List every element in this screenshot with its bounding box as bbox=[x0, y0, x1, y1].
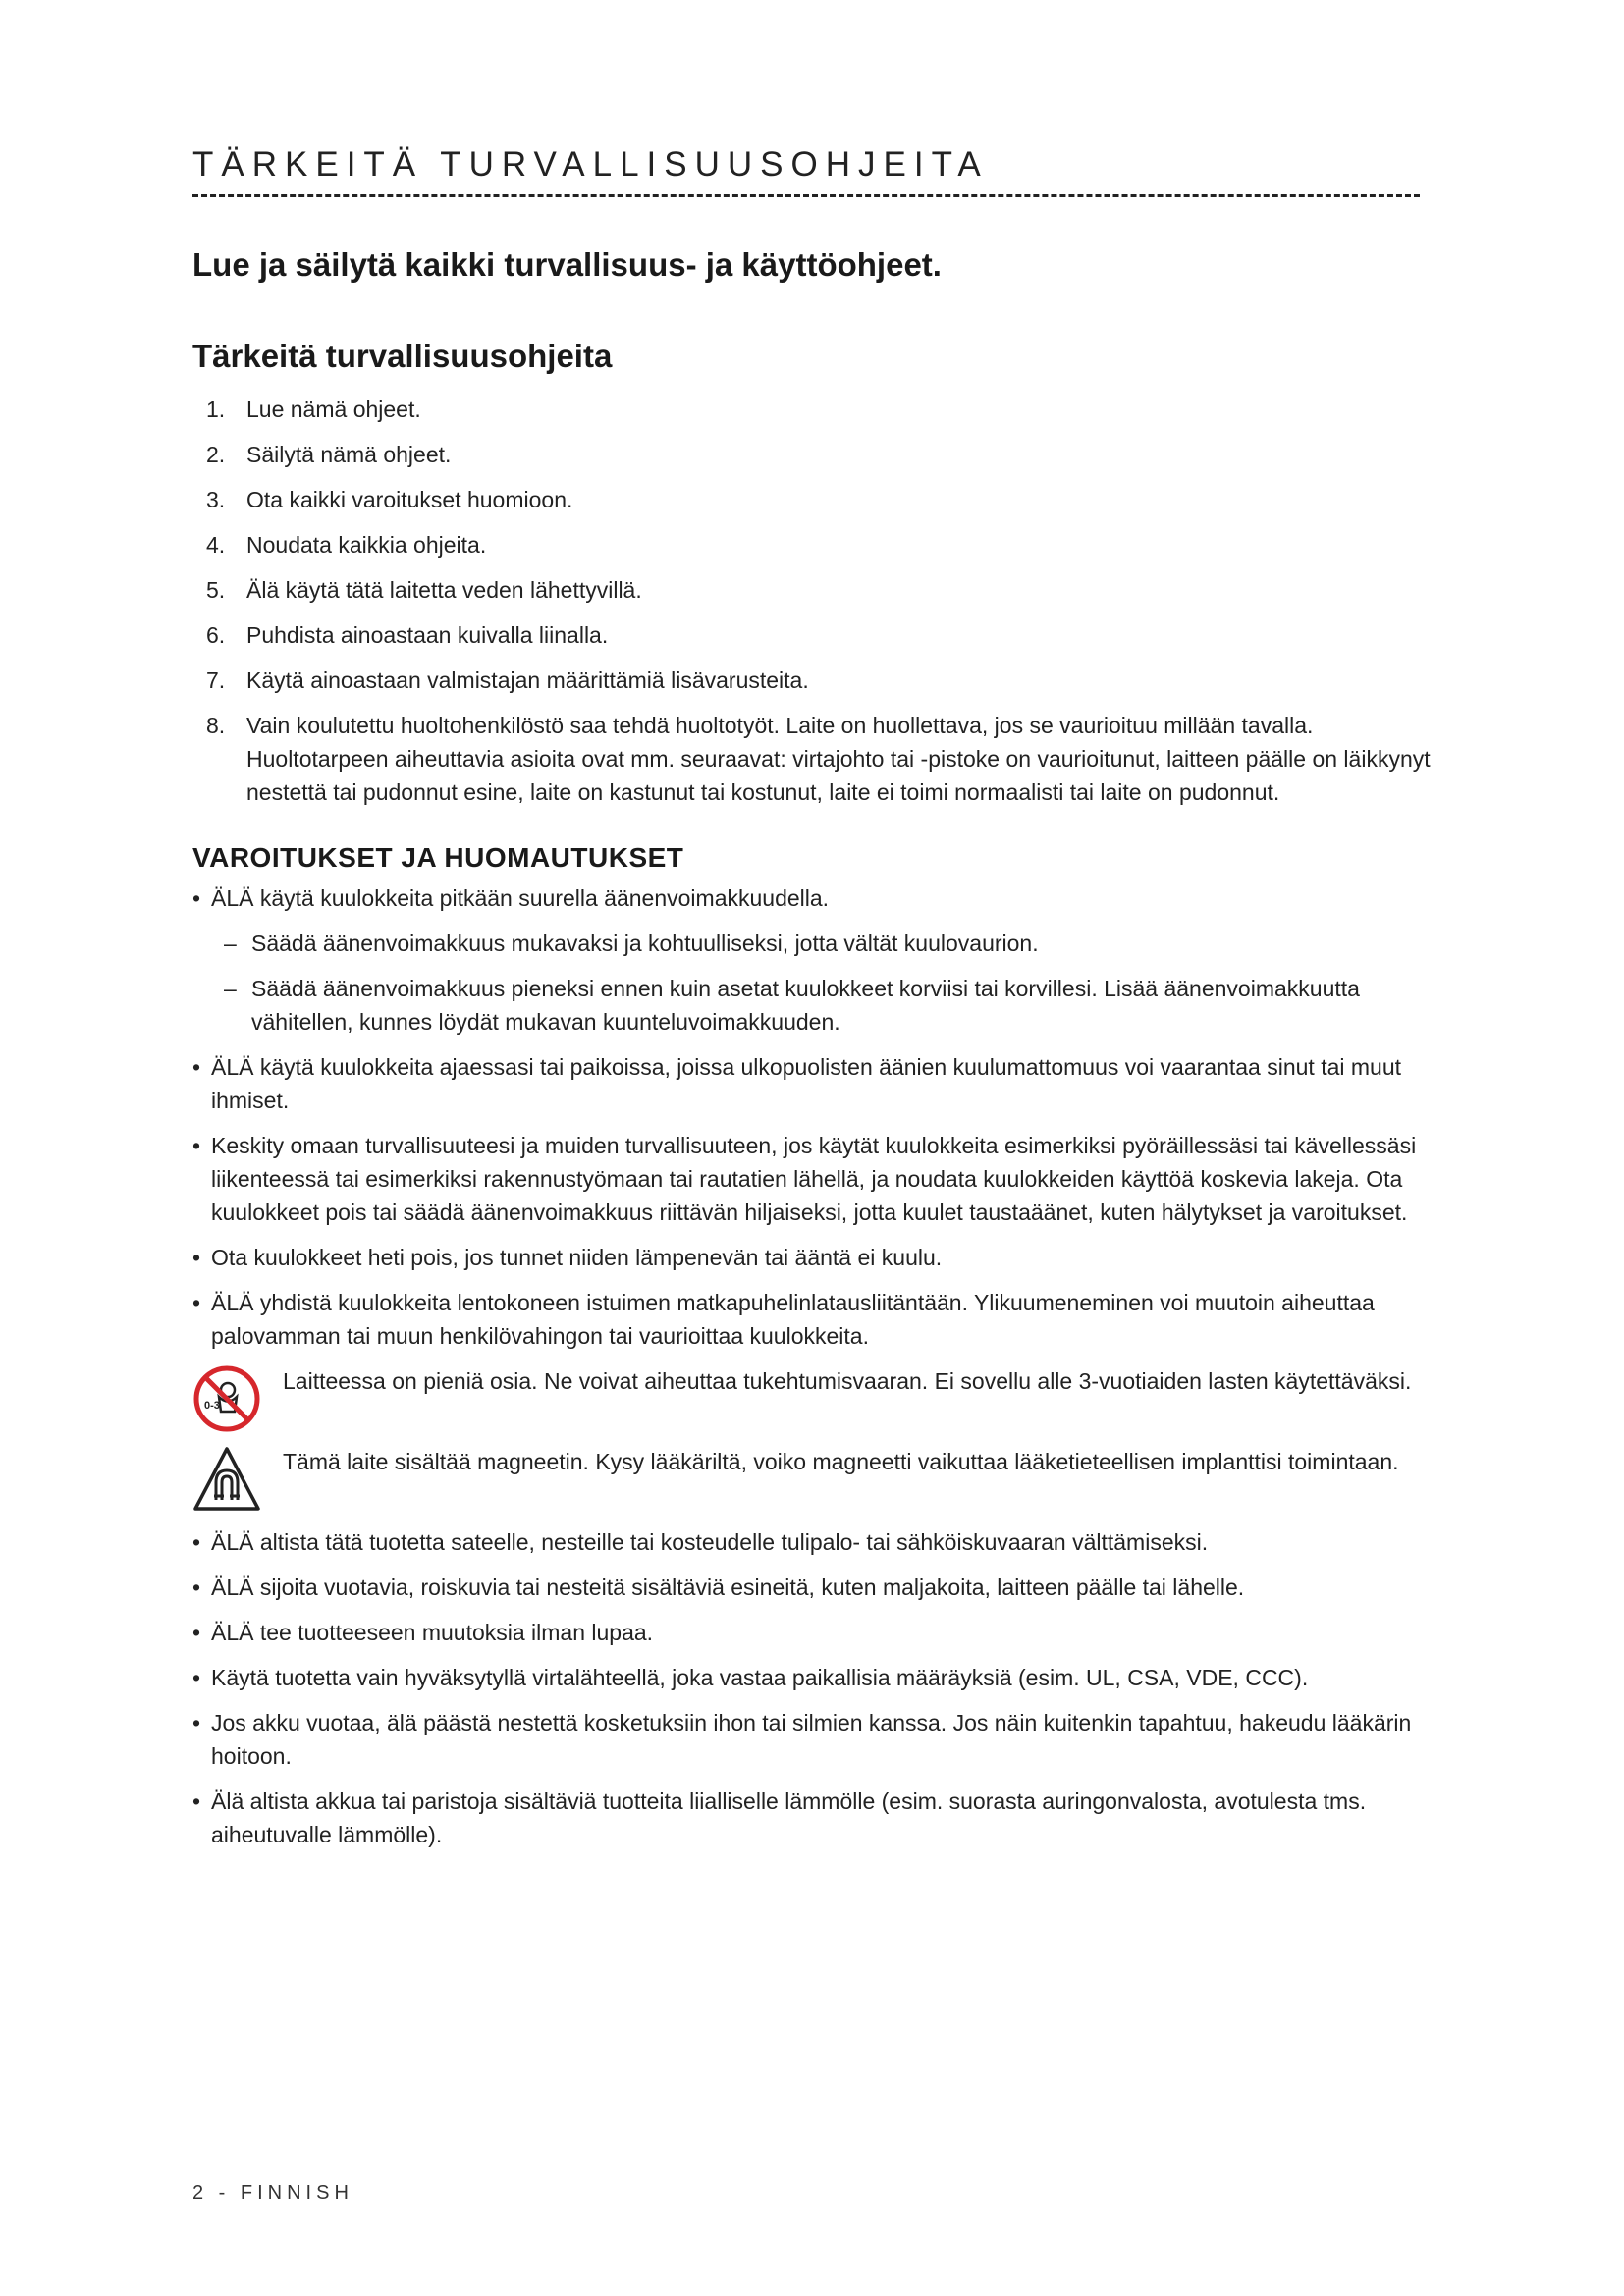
magnet-warning-icon bbox=[192, 1445, 261, 1514]
warning-subitem bbox=[212, 972, 1435, 1039]
small-parts-warning-text: Laitteessa on pieniä osia. Ne voivat aiheuttaa tukehtumisvaaran. Ei sovellu alle 3-vuotiaiden lasten käytettäväksi. bbox=[283, 1368, 1412, 1394]
list-item bbox=[192, 709, 1439, 809]
list-item-text: Käytä ainoastaan valmistajan määrittämiä lisävarusteita. bbox=[246, 667, 809, 693]
warning-item: • Ota kuulokkeet heti pois, jos tunnet niiden lämpenevän tai ääntä ei kuulu. bbox=[192, 1241, 1435, 1274]
list-item bbox=[192, 618, 1439, 652]
list-item-text: Lue nämä ohjeet. bbox=[246, 397, 421, 422]
list-item-number: 8. bbox=[206, 713, 226, 738]
list-item-text: Vain koulutettu huoltohenkilöstö saa tehdä huoltotyöt. Laite on huollettava, jos se vaurioituu millään tavalla. Huoltotarpeen aiheuttavia asioita ovat mm. seuraavat: virtajohto tai -pistoke on vaurioitunut, laitteen päälle on läikkynyt nestettä tai pudonnut esine, laite on kastunut tai kostunut, laite ei toimi normaalisti tai laite on pudonnut. bbox=[246, 713, 1431, 805]
warning-item: • Keskity omaan turvallisuuteesi ja muiden turvallisuuteen, jos käytät kuulokkeita esimerkiksi pyöräillessäsi tai kävellessäsi liikenteessä tai esimerkiksi rakennustyömaan tai rautatien lähellä, ja noudata kuulokkeiden käyttöä koskevia lakeja. Ota kuulokkeet pois tai säädä äänenvoimakkuus riittävän hiljaiseksi, jotta kuulet taustaäänet, kuten hälytykset ja varoitukset. bbox=[192, 1129, 1435, 1229]
warnings-list bbox=[192, 881, 1435, 1863]
warning-item: • ÄLÄ altista tätä tuotetta sateelle, nesteille tai kosteudelle tulipalo- tai sähköiskuvaaran välttämiseksi. bbox=[192, 1525, 1435, 1559]
warning-item: • ÄLÄ yhdistä kuulokkeita lentokoneen istuimen matkapuhelinlatausliitäntään. Ylikuumeneminen voi muutoin aiheuttaa palovamman tai muun henkilövahingon tai vaurioittaa kuulokkeita. bbox=[192, 1286, 1435, 1353]
safety-instructions-heading: Tärkeitä turvallisuusohjeita bbox=[192, 338, 613, 374]
list-item-number: 1. bbox=[206, 397, 226, 422]
list-item bbox=[192, 438, 1439, 471]
magnet-warning-text: Tämä laite sisältää magneetin. Kysy lääkäriltä, voiko magneetti vaikuttaa lääketieteellisen implanttisi toimintaan. bbox=[283, 1449, 1399, 1474]
list-item-number: 2. bbox=[206, 442, 226, 467]
small-parts-choking-hazard-icon bbox=[192, 1364, 261, 1433]
warning-item: • ÄLÄ käytä kuulokkeita ajaessasi tai paikoissa, joissa ulkopuolisten äänien kuulumattomuus voi vaarantaa sinut tai muut ihmiset. bbox=[192, 1050, 1435, 1117]
warning-subitem-text: Säädä äänenvoimakkuus pieneksi ennen kuin asetat kuulokkeet korviisi tai korvillesi. Lisää äänenvoimakkuutta vähitellen, kunnes löydät mukavan kuunteluvoimakkuuden. bbox=[251, 976, 1360, 1035]
page-title: TÄRKEITÄ TURVALLISUUSOHJEITA bbox=[192, 145, 989, 184]
safety-instructions-list bbox=[192, 393, 1439, 821]
list-item-text: Ota kaikki varoitukset huomioon. bbox=[246, 487, 573, 512]
list-item-text: Noudata kaikkia ohjeita. bbox=[246, 532, 487, 558]
warnings-heading: VAROITUKSET JA HUOMAUTUKSET bbox=[192, 842, 684, 873]
warning-item: • ÄLÄ tee tuotteeseen muutoksia ilman lupaa. bbox=[192, 1616, 1435, 1649]
list-item-text: Säilytä nämä ohjeet. bbox=[246, 442, 452, 467]
list-item bbox=[192, 483, 1439, 516]
list-item-number: 7. bbox=[206, 667, 226, 693]
warning-subitem bbox=[212, 927, 1435, 960]
page-footer: 2 - FINNISH bbox=[192, 2182, 353, 2204]
list-item bbox=[192, 528, 1439, 561]
list-item bbox=[192, 664, 1439, 697]
title-divider bbox=[192, 194, 1420, 197]
warning-item: • ÄLÄ käytä kuulokkeita pitkään suurella äänenvoimakkuudella. bbox=[192, 881, 1435, 915]
dash-mark: – bbox=[224, 931, 237, 956]
warning-item: • Käytä tuotetta vain hyväksytyllä virtalähteellä, joka vastaa paikallisia määräyksiä (esim. UL, CSA, VDE, CCC). bbox=[192, 1661, 1435, 1694]
list-item bbox=[192, 393, 1439, 426]
document-subtitle: Lue ja säilytä kaikki turvallisuus- ja käyttöohjeet. bbox=[192, 246, 942, 283]
warning-item: • Älä altista akkua tai paristoja sisältäviä tuotteita liialliselle lämmölle (esim. suorasta auringonvalosta, avotulesta tms. aiheutuvalle lämmölle). bbox=[192, 1785, 1435, 1851]
list-item-number: 4. bbox=[206, 532, 226, 558]
list-item bbox=[192, 573, 1439, 607]
dash-mark: – bbox=[224, 976, 237, 1001]
small-parts-warning bbox=[192, 1364, 1435, 1431]
warning-item: • ÄLÄ sijoita vuotavia, roiskuvia tai nesteitä sisältäviä esineitä, kuten maljakoita, laitteen päälle tai lähelle. bbox=[192, 1571, 1435, 1604]
list-item-text: Puhdista ainoastaan kuivalla liinalla. bbox=[246, 622, 609, 648]
list-item-text: Älä käytä tätä laitetta veden lähettyvillä. bbox=[246, 577, 642, 603]
list-item-number: 3. bbox=[206, 487, 226, 512]
magnet-warning bbox=[192, 1445, 1435, 1512]
age-range-label: 0-3 bbox=[204, 1400, 220, 1412]
warning-subitem-text: Säädä äänenvoimakkuus mukavaksi ja kohtuulliseksi, jotta vältät kuulovaurion. bbox=[251, 931, 1039, 956]
list-item-number: 5. bbox=[206, 577, 226, 603]
warning-item: • Jos akku vuotaa, älä päästä nestettä kosketuksiin ihon tai silmien kanssa. Jos näin kuitenkin tapahtuu, hakeudu lääkärin hoitoon. bbox=[192, 1706, 1435, 1773]
list-item-number: 6. bbox=[206, 622, 226, 648]
